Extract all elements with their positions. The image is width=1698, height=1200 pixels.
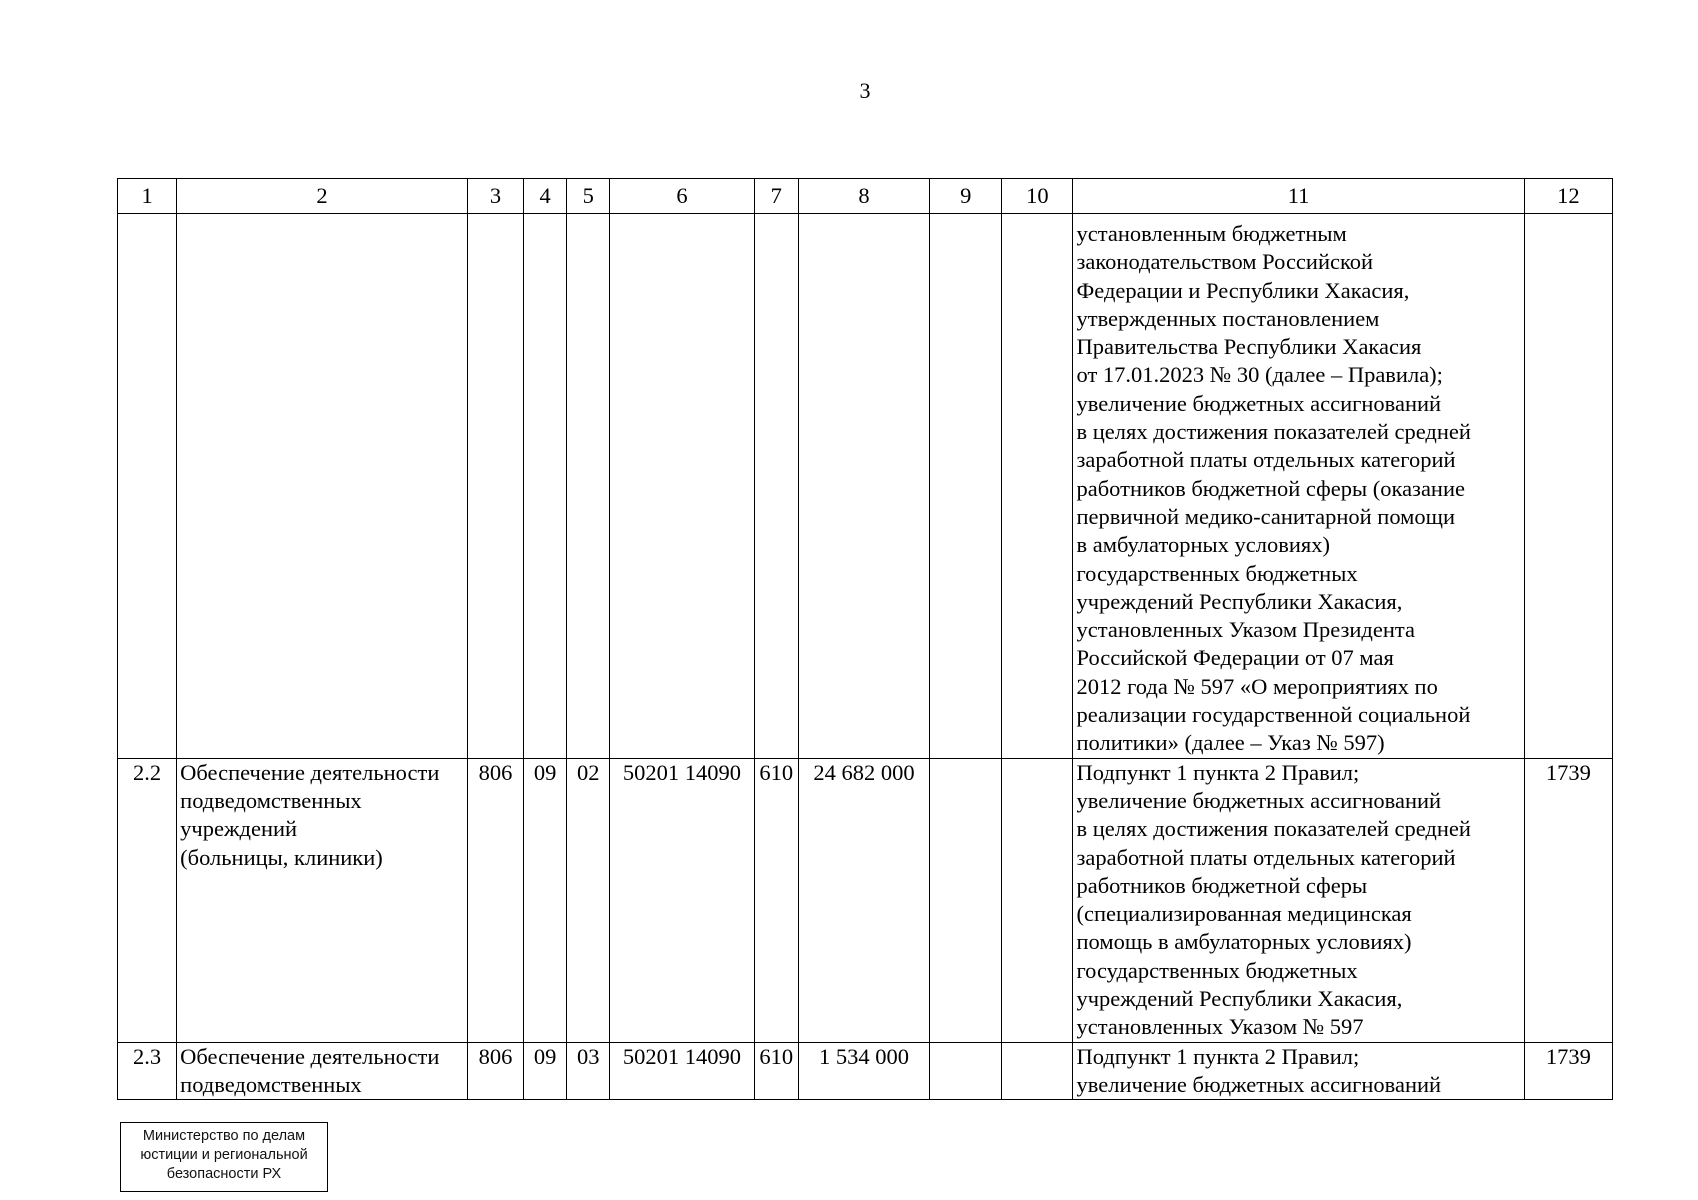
cell-basis <box>1073 1042 1524 1100</box>
header-cell: 3 <box>467 179 523 214</box>
name-line: подведомственных <box>180 787 362 813</box>
stamp-line: безопасности РХ <box>166 1166 282 1182</box>
header-cell: 12 <box>1524 179 1612 214</box>
cell-col6: 50201 14090 <box>610 1042 754 1100</box>
cell-col9 <box>930 1042 1002 1100</box>
cell-empty <box>754 214 798 759</box>
cell-col4: 09 <box>524 1042 567 1100</box>
table-header-row <box>118 179 1613 214</box>
cell-col6: 50201 14090 <box>610 758 754 1042</box>
cell-empty <box>177 214 468 759</box>
basis-line: в целях достижения показателей средней <box>1076 816 1471 842</box>
cell-col5: 02 <box>567 758 610 1042</box>
basis-line: первичной медико-санитарной помощи <box>1076 503 1455 529</box>
header-cell: 10 <box>1002 179 1073 214</box>
cell-col10 <box>1002 1042 1073 1100</box>
basis-line: государственных бюджетных <box>1076 957 1358 983</box>
budget-table <box>117 178 1613 1100</box>
name-line: подведомственных <box>180 1071 362 1097</box>
header-cell: 4 <box>524 179 567 214</box>
cell-item-number: 2.2 <box>118 758 177 1042</box>
basis-line: установленных Указом № 597 <box>1076 1014 1364 1040</box>
stamp-line: Министерство по делам <box>142 1128 306 1144</box>
basis-line: политики» (далее – Указ № 597) <box>1076 730 1385 756</box>
cell-col7: 610 <box>754 1042 798 1100</box>
header-cell: 2 <box>177 179 468 214</box>
cell-basis <box>1073 758 1524 1042</box>
name-line: Обеспечение деятельности <box>180 759 440 785</box>
basis-line: заработной платы отдельных категорий <box>1076 447 1456 473</box>
page-number: 3 <box>859 78 871 103</box>
cell-empty <box>567 214 610 759</box>
cell-col8-amount: 24 682 000 <box>798 758 929 1042</box>
header-cell: 5 <box>567 179 610 214</box>
header-cell: 1 <box>118 179 177 214</box>
ministry-stamp <box>120 1122 328 1192</box>
header-cell: 11 <box>1073 179 1524 214</box>
basis-line: Федерации и Республики Хакасия, <box>1076 277 1410 303</box>
basis-line: помощь в амбулаторных условиях) <box>1076 929 1412 955</box>
basis-line: Подпункт 1 пункта 2 Правил; <box>1076 1043 1360 1069</box>
table-row <box>118 758 1613 1042</box>
basis-line: в целях достижения показателей средней <box>1076 419 1471 445</box>
cell-col5: 03 <box>567 1042 610 1100</box>
name-line: учреждений <box>180 816 298 842</box>
cell-empty <box>610 214 754 759</box>
basis-line: 2012 года № 597 «О мероприятиях по <box>1076 673 1438 699</box>
basis-line: реализации государственной социальной <box>1076 702 1471 728</box>
cell-empty <box>1002 214 1073 759</box>
cell-col3: 806 <box>467 758 523 1042</box>
basis-line: работников бюджетной сферы <box>1076 872 1368 898</box>
cell-item-number: 2.3 <box>118 1042 177 1100</box>
cell-col12: 1739 <box>1524 758 1612 1042</box>
name-line: Обеспечение деятельности <box>180 1043 440 1069</box>
cell-col3: 806 <box>467 1042 523 1100</box>
basis-line: установленных Указом Президента <box>1076 617 1415 643</box>
basis-line: увеличение бюджетных ассигнований <box>1076 1071 1442 1097</box>
name-line: (больницы, клиники) <box>180 844 383 870</box>
basis-line: увеличение бюджетных ассигнований <box>1076 787 1442 813</box>
basis-line: Подпункт 1 пункта 2 Правил; <box>1076 759 1360 785</box>
basis-line: от 17.01.2023 № 30 (далее – Правила); <box>1076 362 1443 388</box>
header-cell: 8 <box>798 179 929 214</box>
header-cell: 6 <box>610 179 754 214</box>
cell-empty <box>467 214 523 759</box>
stamp-line: юстиции и региональной <box>140 1147 308 1163</box>
basis-line: государственных бюджетных <box>1076 560 1358 586</box>
basis-line: утвержденных постановлением <box>1076 305 1380 331</box>
header-cell: 9 <box>930 179 1002 214</box>
cell-col8-amount: 1 534 000 <box>798 1042 929 1100</box>
cell-col9 <box>930 758 1002 1042</box>
cell-col4: 09 <box>524 758 567 1042</box>
cell-item-name <box>177 758 468 1042</box>
cell-empty <box>118 214 177 759</box>
cell-item-name <box>177 1042 468 1100</box>
basis-line: учреждений Республики Хакасия, <box>1076 588 1403 614</box>
basis-line: заработной платы отдельных категорий <box>1076 844 1456 870</box>
header-cell: 7 <box>754 179 798 214</box>
cell-empty <box>930 214 1002 759</box>
basis-line: в амбулаторных условиях) <box>1076 532 1330 558</box>
cell-empty <box>1524 214 1612 759</box>
cell-col7: 610 <box>754 758 798 1042</box>
basis-line: (специализированная медицинская <box>1076 901 1412 927</box>
basis-line: Российской Федерации от 07 мая <box>1076 645 1394 671</box>
table-row <box>118 1042 1613 1100</box>
cell-col10 <box>1002 758 1073 1042</box>
basis-line: законодательством Российской <box>1076 249 1374 275</box>
basis-line: работников бюджетной сферы (оказание <box>1076 475 1465 501</box>
basis-line: Правительства Республики Хакасия <box>1076 334 1422 360</box>
cell-col12: 1739 <box>1524 1042 1612 1100</box>
basis-line: учреждений Республики Хакасия, <box>1076 986 1403 1012</box>
cell-empty <box>524 214 567 759</box>
basis-line: увеличение бюджетных ассигнований <box>1076 390 1442 416</box>
table-row-continuation <box>118 214 1613 759</box>
cell-basis <box>1073 214 1524 759</box>
basis-line: установленным бюджетным <box>1076 221 1347 246</box>
cell-empty <box>798 214 929 759</box>
